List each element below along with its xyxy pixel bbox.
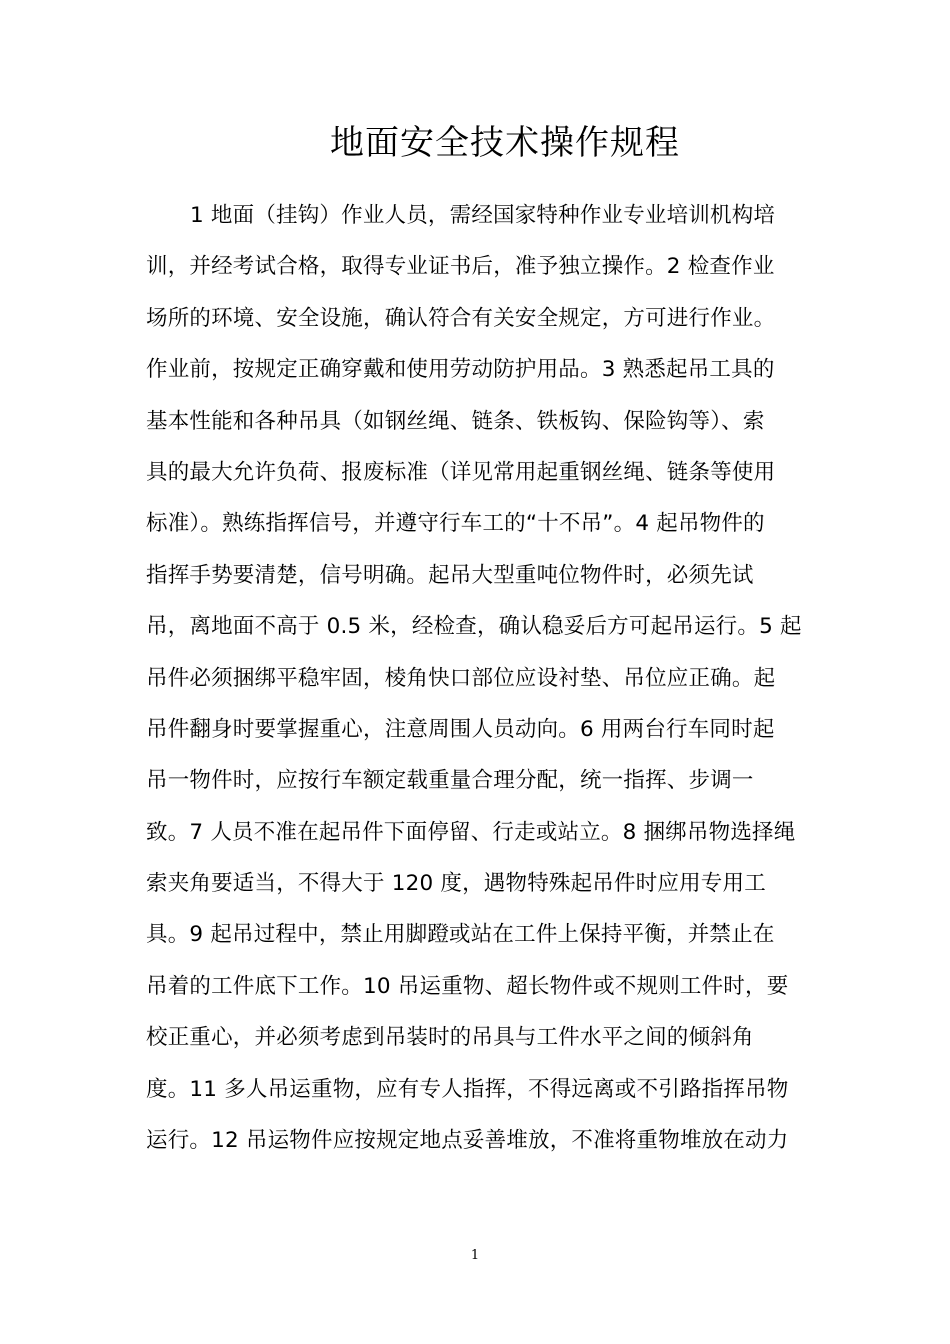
body-line: 吊件翻身时要掌握重心，注意周围人员动向。6 用两台行车同时起 [146,716,775,742]
body-line: 1 地面（挂钩）作业人员，需经国家特种作业专业培训机构培 [190,203,776,228]
body-line: 索夹角要适当，不得大于 120 度，遇物特殊起吊件时应用专用工 [146,871,766,897]
body-line: 吊一物件时，应按行车额定载重量合理分配，统一指挥、步调一 [146,768,754,794]
body-line: 吊，离地面不高于 0.5 米，经检查，确认稳妥后方可起吊运行。5 起 [146,614,802,640]
body-line: 具。9 起吊过程中，禁止用脚蹬或站在工件上保持平衡，并禁止在 [146,922,775,948]
body-line: 指挥手势要清楚，信号明确。起吊大型重吨位物件时，必须先试 [146,562,754,588]
body-line: 训，并经考试合格，取得专业证书后，准予独立操作。2 检查作业 [146,254,775,280]
body-line: 度。11 多人吊运重物，应有专人指挥，不得远离或不引路指挥吊物 [146,1076,789,1102]
body-line: 基本性能和各种吊具（如钢丝绳、链条、铁板钩、保险钩等）、索 [146,408,765,434]
body-line: 具的最大允许负荷、报废标准（详见常用起重钢丝绳、链条等使用 [146,459,776,485]
body-line: 标准）。熟练指挥信号，并遵守行车工的“十不吊”。4 起吊物件的 [146,511,765,537]
document-body [146,190,826,1166]
body-line: 吊着的工件底下工作。10 吊运重物、超长物件或不规则工件时，要 [146,973,789,999]
page-number: 1 [470,1248,480,1263]
body-line: 场所的环境、安全设施，确认符合有关安全规定，方可进行作业。 [146,305,776,331]
body-line: 运行。12 吊运物件应按规定地点妥善堆放，不准将重物堆放在动力 [146,1128,789,1154]
document-title: 地面安全技术操作规程 [330,123,680,163]
body-line: 校正重心，并必须考虑到吊装时的吊具与工件水平之间的倾斜角 [146,1025,754,1051]
body-line: 作业前，按规定正确穿戴和使用劳动防护用品。3 熟悉起吊工具的 [146,357,775,383]
body-line: 吊件必须捆绑平稳牢固，棱角快口部位应设衬垫、吊位应正确。起 [146,665,776,691]
body-line: 致。7 人员不准在起吊件下面停留、行走或站立。8 捆绑吊物选择绳 [146,819,796,845]
